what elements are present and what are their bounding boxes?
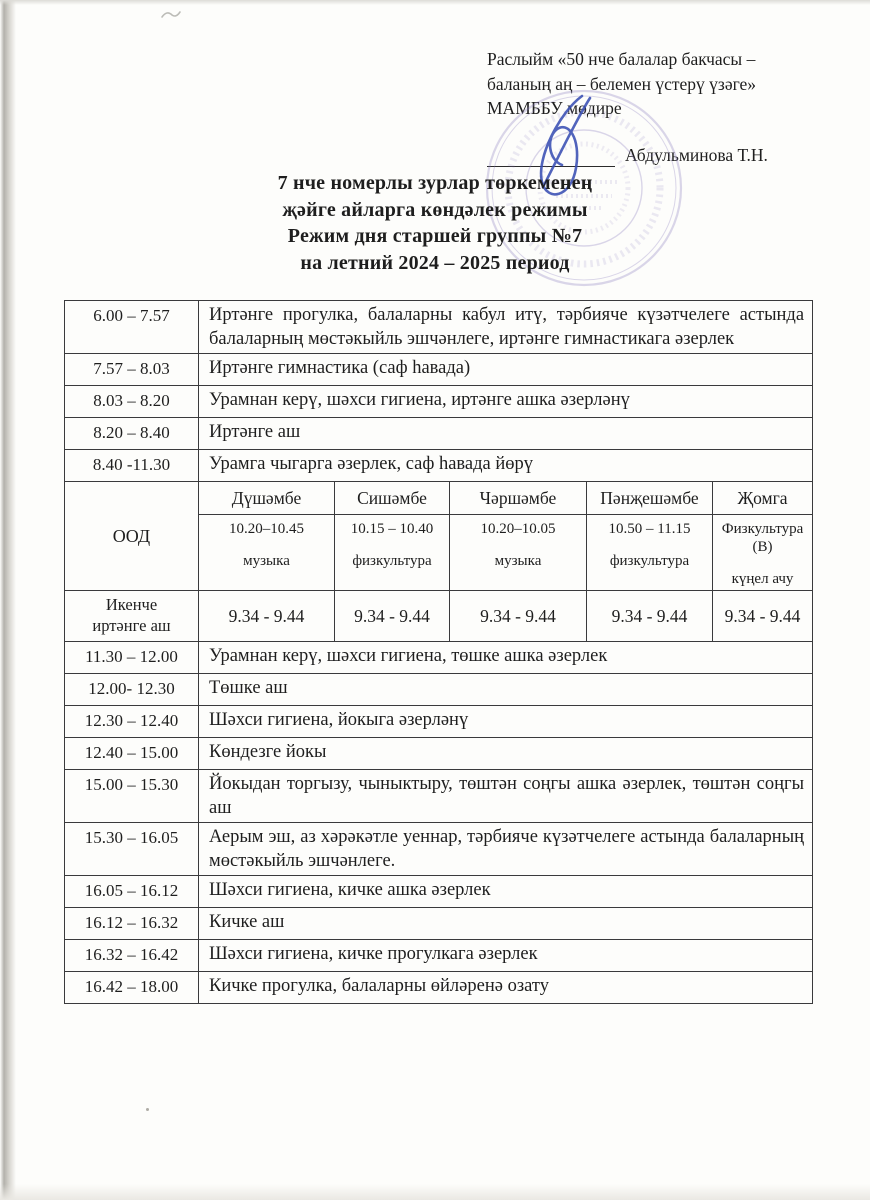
time-cell: 6.00 – 7.57 bbox=[65, 301, 199, 354]
schedule-row bbox=[65, 354, 813, 386]
second-breakfast-time: 9.34 - 9.44 bbox=[450, 591, 587, 642]
activity-cell: Көндезге йокы bbox=[199, 738, 813, 770]
schedule-row bbox=[65, 770, 813, 823]
daily-schedule-table bbox=[64, 300, 813, 1004]
schedule-row bbox=[65, 418, 813, 450]
time-cell: 15.00 – 15.30 bbox=[65, 770, 199, 823]
time-cell: 8.20 – 8.40 bbox=[65, 418, 199, 450]
approval-line-2: баланың аң – белемен үстерү үзәге» bbox=[487, 73, 757, 94]
pencil-smudge bbox=[160, 7, 182, 21]
session-subject: физкультура bbox=[609, 553, 690, 569]
ood-session-friday bbox=[713, 515, 813, 591]
time-cell: 8.03 – 8.20 bbox=[65, 386, 199, 418]
session-time: 10.20–10.05 bbox=[480, 521, 556, 537]
second-breakfast-label: Икенче иртәнге аш bbox=[65, 591, 199, 642]
activity-cell: Урамнан керү, шәхси гигиена, иртәнге ашка әзерләнү bbox=[199, 386, 813, 418]
scan-edge-top bbox=[0, 0, 870, 5]
day-header-tuesday: Сишәмбе bbox=[335, 482, 450, 515]
activity-cell: Кичке аш bbox=[199, 908, 813, 940]
time-cell: 8.40 -11.30 bbox=[65, 450, 199, 482]
activity-cell: Шәхси гигиена, йокыга әзерләнү bbox=[199, 706, 813, 738]
activity-cell: Төшке аш bbox=[199, 674, 813, 706]
activity-cell: Аерым эш, аз хәрәкәтле уеннар, тәрбияче күзәтчелеге астында балаларның мөстәкыйль эшчәнлеге. bbox=[199, 823, 813, 876]
second-breakfast-time: 9.34 - 9.44 bbox=[199, 591, 335, 642]
schedule-row bbox=[65, 823, 813, 876]
time-cell: 12.40 – 15.00 bbox=[65, 738, 199, 770]
second-breakfast-time: 9.34 - 9.44 bbox=[713, 591, 813, 642]
approval-block bbox=[487, 47, 768, 167]
day-header-wednesday: Чәршәмбе bbox=[450, 482, 587, 515]
time-cell: 16.05 – 16.12 bbox=[65, 876, 199, 908]
title-line-3: Режим дня старшей группы №7 bbox=[287, 225, 583, 247]
activity-cell: Шәхси гигиена, кичке прогулкага әзерлек bbox=[199, 940, 813, 972]
activity-cell: Иртәнге прогулка, балаларны кабул итү, тәрбияче күзәтчелеге астында балаларның мөстәкыйль эшчәнлеге, иртәнге гимнастикага әзерлек bbox=[199, 301, 813, 354]
session-subject: күңел ачу bbox=[731, 571, 794, 587]
activity-cell: Урамга чыгарга әзерлек, саф һавада йөрү bbox=[199, 450, 813, 482]
schedule-row bbox=[65, 386, 813, 418]
schedule-row bbox=[65, 301, 813, 354]
ood-session-monday bbox=[199, 515, 335, 591]
ood-session-thursday bbox=[587, 515, 713, 591]
activity-cell: Иртәнге гимнастика (саф һавада) bbox=[199, 354, 813, 386]
ood-session-wednesday bbox=[450, 515, 587, 591]
schedule-row bbox=[65, 450, 813, 482]
approval-line-1: Раслыйм «50 нче балалар бакчасы – bbox=[487, 49, 756, 69]
ood-day-header-row bbox=[65, 482, 813, 515]
time-cell: 11.30 – 12.00 bbox=[65, 642, 199, 674]
time-cell: 7.57 – 8.03 bbox=[65, 354, 199, 386]
second-breakfast-row bbox=[65, 591, 813, 642]
session-subject: Физкультура (В) bbox=[721, 521, 804, 555]
signature-line bbox=[487, 147, 615, 167]
approval-line-3: МАМББУ мөдире bbox=[487, 98, 622, 118]
day-header-friday: Җомга bbox=[713, 482, 813, 515]
schedule-row bbox=[65, 876, 813, 908]
time-cell: 12.00- 12.30 bbox=[65, 674, 199, 706]
schedule-row bbox=[65, 908, 813, 940]
document-title bbox=[0, 170, 870, 276]
activity-cell: Шәхси гигиена, кичке ашка әзерлек bbox=[199, 876, 813, 908]
day-header-monday: Дүшәмбе bbox=[199, 482, 335, 515]
schedule-row bbox=[65, 642, 813, 674]
session-subject: музыка bbox=[243, 553, 290, 569]
second-breakfast-time: 9.34 - 9.44 bbox=[335, 591, 450, 642]
session-time: 10.20–10.45 bbox=[229, 521, 304, 537]
session-subject: физкультура bbox=[352, 553, 432, 569]
title-line-4: на летний 2024 – 2025 период bbox=[300, 251, 570, 274]
session-subject: музыка bbox=[494, 553, 542, 569]
session-time: 10.15 – 10.40 bbox=[350, 521, 434, 537]
session-time: 10.50 – 11.15 bbox=[608, 521, 691, 537]
activity-cell: Кичке прогулка, балаларны өйләренә озату bbox=[199, 972, 813, 1004]
time-cell: 15.30 – 16.05 bbox=[65, 823, 199, 876]
signature-row bbox=[487, 143, 768, 168]
time-cell: 16.32 – 16.42 bbox=[65, 940, 199, 972]
activity-cell: Йокыдан торгызу, чыныктыру, төштән соңгы ашка әзерлек, төштән соңгы аш bbox=[199, 770, 813, 823]
ood-session-tuesday bbox=[335, 515, 450, 591]
title-line-2: җәйге айларга көндәлек режимы bbox=[282, 198, 588, 221]
schedule-row bbox=[65, 972, 813, 1004]
second-breakfast-time: 9.34 - 9.44 bbox=[587, 591, 713, 642]
ood-label-cell: ООД bbox=[65, 482, 199, 591]
schedule-row bbox=[65, 940, 813, 972]
activity-cell: Иртәнге аш bbox=[199, 418, 813, 450]
schedule-row bbox=[65, 706, 813, 738]
schedule-row bbox=[65, 674, 813, 706]
time-cell: 16.12 – 16.32 bbox=[65, 908, 199, 940]
signatory-name: Абдульминова Т.Н. bbox=[625, 144, 768, 165]
activity-cell: Урамнан керү, шәхси гигиена, төшке ашка әзерлек bbox=[199, 642, 813, 674]
time-cell: 12.30 – 12.40 bbox=[65, 706, 199, 738]
scan-speck bbox=[146, 1108, 149, 1111]
day-header-thursday: Пәнҗешәмбе bbox=[587, 482, 713, 515]
title-line-1: 7 нче номерлы зурлар төркеменең bbox=[277, 172, 593, 194]
scan-edge-bottom bbox=[0, 1184, 870, 1200]
time-cell: 16.42 – 18.00 bbox=[65, 972, 199, 1004]
schedule-row bbox=[65, 738, 813, 770]
